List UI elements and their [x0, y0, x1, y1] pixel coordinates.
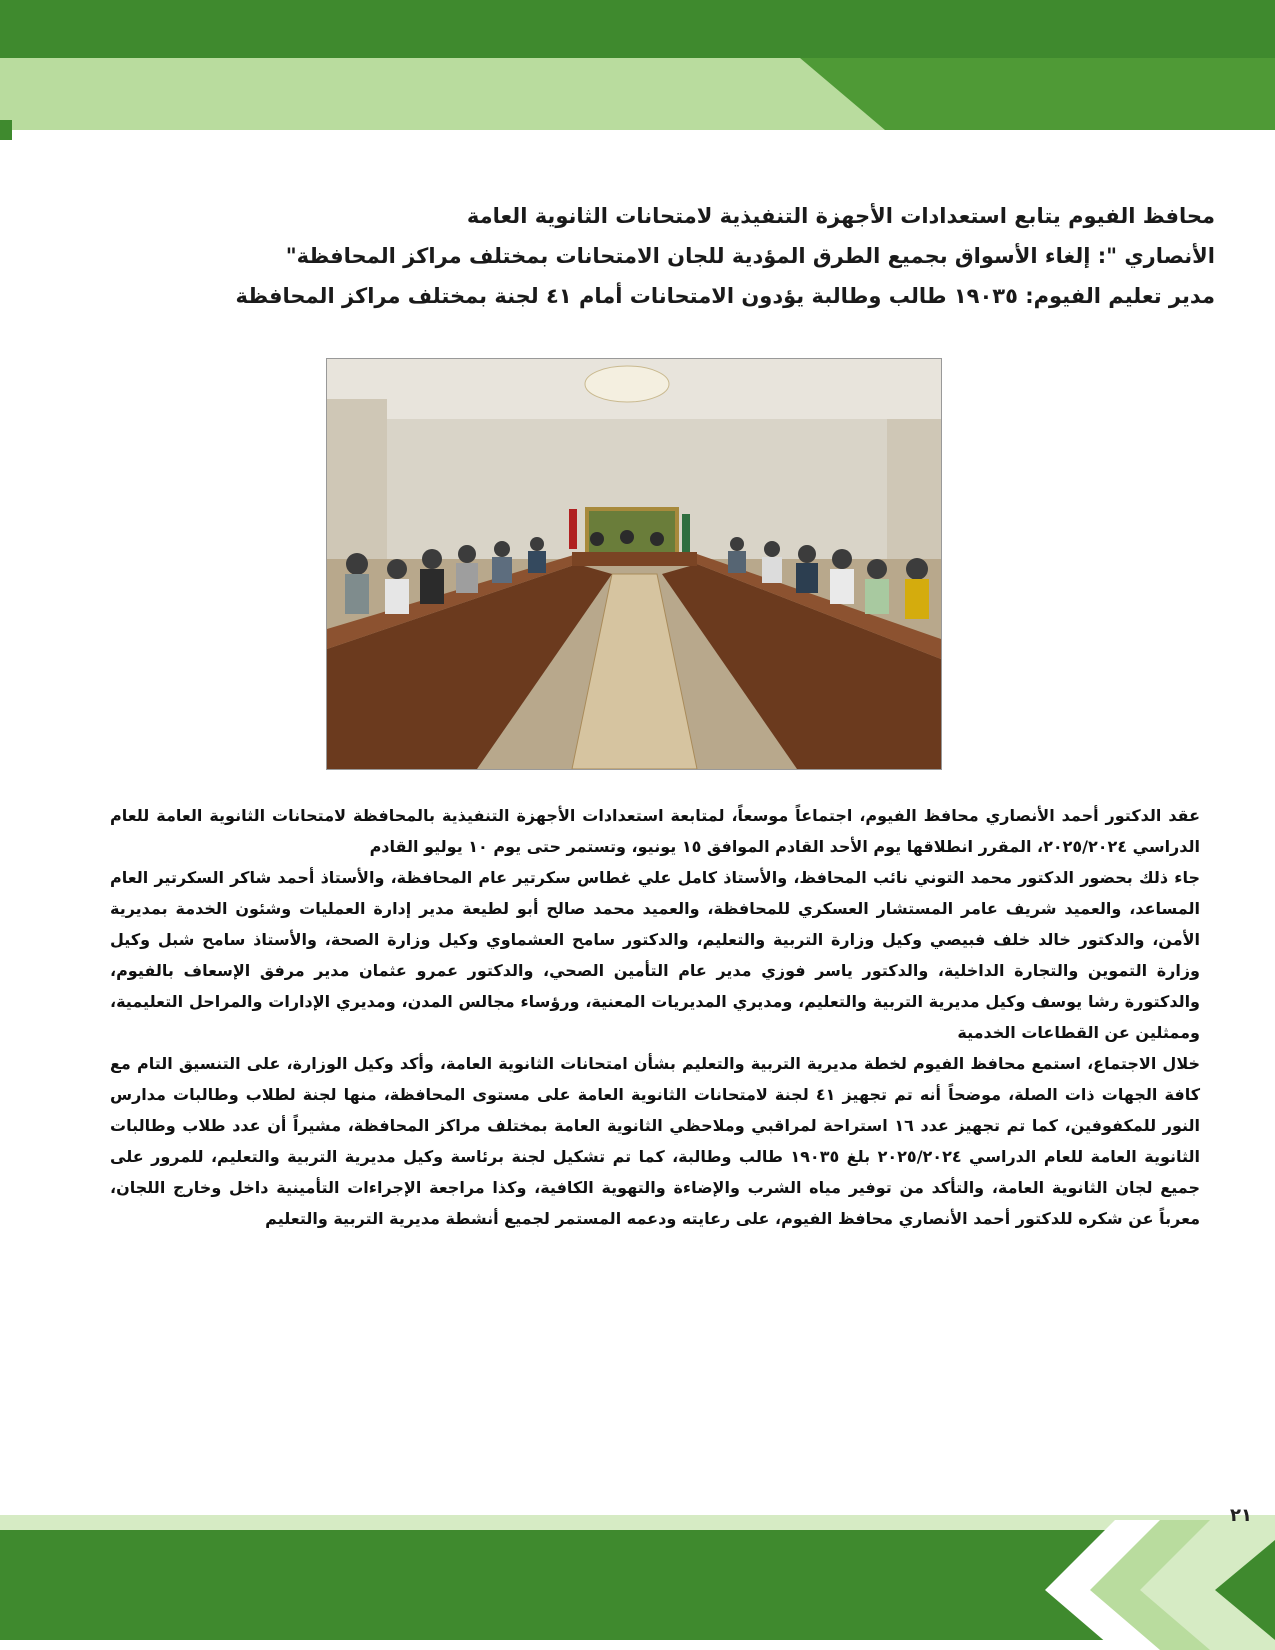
header-left-tab [0, 120, 12, 140]
top-header-band [0, 0, 1275, 140]
meeting-room-illustration [327, 359, 941, 769]
bottom-footer-band [0, 1480, 1275, 1650]
headline-stat: مدير تعليم الفيوم: ١٩٠٣٥ طالب وطالبة يؤدون الامتحانات أمام ٤١ لجنة بمختلف مراكز المحافظة [235, 284, 1215, 308]
headline-block [160, 196, 1215, 316]
meeting-photo [326, 358, 942, 770]
article-paragraph-2: جاء ذلك بحضور الدكتور محمد التوني نائب المحافظ، والأستاذ كامل علي غطاس سكرتير عام المحافظة، والأستاذ أحمد شاكر السكرتير العام المساعد، والعميد شريف عامر المستشار العسكري للمحافظة، والعميد محمد صالح أبو لطيعة مدير إدارة العمليات وشئون الخدمة بمديرية الأمن، والدكتور خالد خلف فبيصي وكيل وزارة التربية والتعليم، والدكتور سامح العشماوي وكيل وزارة الصحة، والأستاذ سامح شبل وكيل وزارة التموين والتجارة الداخلية، والدكتور ياسر فوزي مدير عام التأمين الصحي، والدكتور عمرو عثمان مدير مرفق الإسعاف بالفيوم، والدكتورة رشا يوسف وكيل مديرية التربية والتعليم، ومديري المديريات المعنية، ورؤساء مجالس المدن، ومديري الإدارات والمراحل التعليمية، وممثلين عن القطاعات الخدمية [110, 868, 1200, 1042]
article-paragraph-3: خلال الاجتماع، استمع محافظ الفيوم لخطة مديرية التربية والتعليم بشأن امتحانات الثانوية العامة، وأكد وكيل الوزارة، على التنسيق التام مع كافة الجهات ذات الصلة، موضحاً أنه تم تجهيز ٤١ لجنة لامتحانات الثانوية العامة على مستوى المحافظة، منها لجنة لطلاب وطالبات مدارس النور للمكفوفين، كما تم تجهيز عدد ١٦ استراحة لمراقبي وملاحظي الثانوية العامة بمختلف مراكز المحافظة، مشيراً أن عدد طلاب وطالبات الثانوية العامة للعام الدراسي ٢٠٢٥/٢٠٢٤ بلغ ١٩٠٣٥ طالب وطالبة، كما تم تشكيل لجنة برئاسة وكيل مديرية التربية والتعليم، للمرور على جميع لجان الثانوية العامة، والتأكد من توفير مياه الشرب والإضاءة والتهوية الكافية، وكذا مراجعة الإجراءات التأمينية داخل وخارج اللجان، معرباً عن شكره للدكتور أحمد الأنصاري محافظ الفيوم، على رعايته ودعمه المستمر لجميع أنشطة مديرية التربية والتعليم [110, 1054, 1201, 1228]
headline-main: محافظ الفيوم يتابع استعدادات الأجهزة التنفيذية لامتحانات الثانوية العامة [466, 204, 1215, 228]
footer-light-strip [0, 1515, 1275, 1530]
headline-quote: الأنصاري ": إلغاء الأسواق بجميع الطرق المؤدية للجان الامتحانات بمختلف مراكز المحافظة" [285, 244, 1215, 268]
article-paragraph-1: عقد الدكتور أحمد الأنصاري محافظ الفيوم، اجتماعاً موسعاً، لمتابعة استعدادات الأجهزة التنفيذية بالمحافظة لامتحانات الثانوية العامة للعام الدراسي ٢٠٢٥/٢٠٢٤، المقرر انطلاقها يوم الأحد القادم الموافق ١٥ يونيو، وتستمر حتى يوم ١٠ يوليو القادم [110, 806, 1200, 856]
chandelier-icon [585, 366, 669, 402]
article-body [110, 800, 1200, 1234]
header-dark-strip [0, 0, 1275, 58]
page-number: ٢١ [1230, 1505, 1252, 1526]
table-head [572, 552, 697, 566]
